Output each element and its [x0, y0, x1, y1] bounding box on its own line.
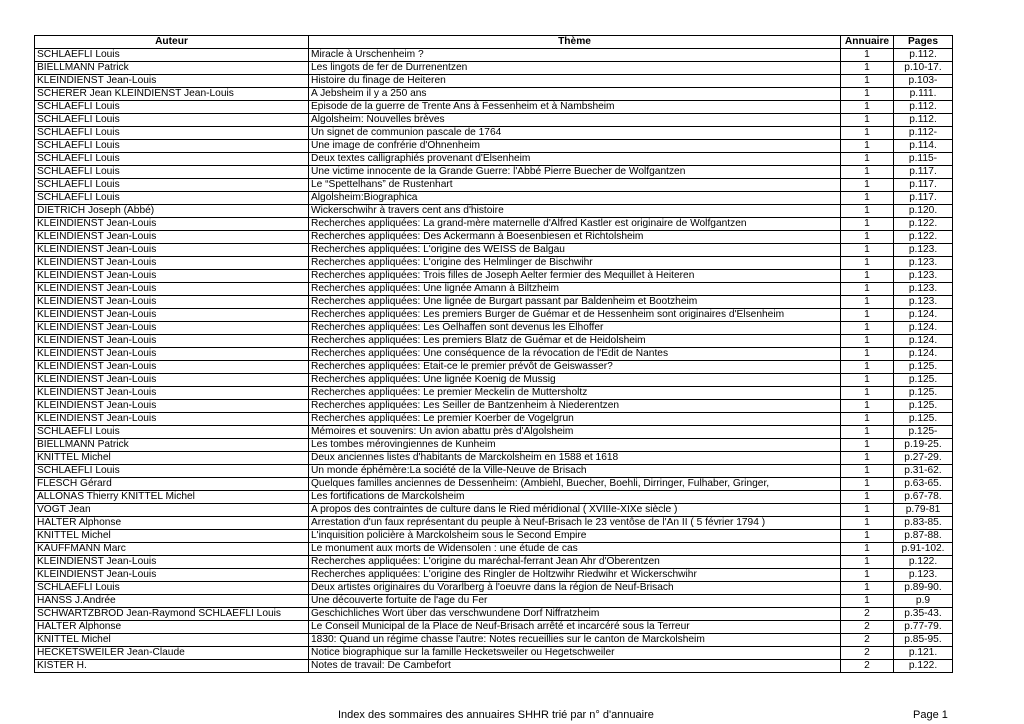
cell-auteur: VOGT Jean: [35, 504, 309, 517]
cell-pages: p.124.: [894, 309, 953, 322]
cell-auteur: BIELLMANN Patrick: [35, 62, 309, 75]
table-row: [35, 153, 953, 166]
cell-annuaire: 1: [841, 361, 894, 374]
cell-annuaire: 1: [841, 283, 894, 296]
cell-theme: Algolsheim:Biographica: [309, 192, 841, 205]
cell-pages: p.125.: [894, 413, 953, 426]
cell-pages: p.35-43.: [894, 608, 953, 621]
cell-auteur: KLEINDIENST Jean-Louis: [35, 283, 309, 296]
table-row: [35, 504, 953, 517]
cell-pages: p.123.: [894, 283, 953, 296]
table-row: [35, 218, 953, 231]
cell-auteur: DIETRICH Joseph (Abbé): [35, 205, 309, 218]
cell-annuaire: 1: [841, 218, 894, 231]
table-row: [35, 582, 953, 595]
cell-theme: Recherches appliquées: Une lignée Amann à Biltzheim: [309, 283, 841, 296]
table-row: [35, 543, 953, 556]
cell-theme: Recherches appliquées: Les premiers Burger de Guémar et de Hessenheim sont originaires d'Elsenheim: [309, 309, 841, 322]
cell-annuaire: 1: [841, 192, 894, 205]
table-row: [35, 140, 953, 153]
cell-theme: Recherches appliquées: L'origine des Ringler de Holtzwihr Riedwihr et Wickerschwihr: [309, 569, 841, 582]
cell-auteur: KLEINDIENST Jean-Louis: [35, 335, 309, 348]
table-row: [35, 348, 953, 361]
table-row: [35, 322, 953, 335]
table-row: [35, 101, 953, 114]
table-row: [35, 166, 953, 179]
cell-auteur: SCHLAEFLI Louis: [35, 166, 309, 179]
cell-pages: p.120.: [894, 205, 953, 218]
table-row: [35, 309, 953, 322]
cell-theme: Les tombes mérovingiennes de Kunheim: [309, 439, 841, 452]
cell-theme: Deux textes calligraphiés provenant d'Elsenheim: [309, 153, 841, 166]
cell-pages: p.87-88.: [894, 530, 953, 543]
table-row: [35, 205, 953, 218]
cell-auteur: SCHLAEFLI Louis: [35, 582, 309, 595]
cell-pages: p.124.: [894, 348, 953, 361]
cell-auteur: KLEINDIENST Jean-Louis: [35, 231, 309, 244]
cell-pages: p.63-65.: [894, 478, 953, 491]
cell-theme: Recherches appliquées: L'origine des WEISS de Balgau: [309, 244, 841, 257]
table-row: [35, 439, 953, 452]
cell-pages: p.91-102.: [894, 543, 953, 556]
index-table: [34, 35, 953, 673]
cell-auteur: KLEINDIENST Jean-Louis: [35, 413, 309, 426]
table-row: [35, 608, 953, 621]
cell-annuaire: 1: [841, 49, 894, 62]
cell-pages: p.89-90.: [894, 582, 953, 595]
cell-pages: p.123.: [894, 270, 953, 283]
cell-theme: Wickerschwihr à travers cent ans d'histoire: [309, 205, 841, 218]
cell-annuaire: 2: [841, 621, 894, 634]
cell-annuaire: 1: [841, 413, 894, 426]
cell-auteur: KLEINDIENST Jean-Louis: [35, 218, 309, 231]
cell-theme: Recherches appliquées: Des Ackermann à Boesenbiesen et Richtolsheim: [309, 231, 841, 244]
cell-auteur: KNITTEL Michel: [35, 634, 309, 647]
cell-annuaire: 2: [841, 634, 894, 647]
cell-auteur: SCHLAEFLI Louis: [35, 153, 309, 166]
cell-auteur: HALTER Alphonse: [35, 621, 309, 634]
table-row: [35, 88, 953, 101]
cell-pages: p.125.: [894, 361, 953, 374]
cell-auteur: KLEINDIENST Jean-Louis: [35, 348, 309, 361]
table-row: [35, 374, 953, 387]
cell-annuaire: 1: [841, 387, 894, 400]
cell-pages: p.67-78.: [894, 491, 953, 504]
cell-auteur: SCHLAEFLI Louis: [35, 179, 309, 192]
cell-pages: p.117.: [894, 192, 953, 205]
cell-theme: Recherches appliquées: L'origine des Helmlinger de Bischwihr: [309, 257, 841, 270]
cell-theme: Recherches appliquées: L'origine du maréchal-ferrant Jean Ahr d'Oberentzen: [309, 556, 841, 569]
cell-pages: p.79-81: [894, 504, 953, 517]
cell-auteur: KLEINDIENST Jean-Louis: [35, 270, 309, 283]
cell-pages: p.112-: [894, 127, 953, 140]
cell-pages: p.124.: [894, 335, 953, 348]
cell-annuaire: 1: [841, 348, 894, 361]
cell-auteur: KLEINDIENST Jean-Louis: [35, 309, 309, 322]
cell-auteur: SCHLAEFLI Louis: [35, 127, 309, 140]
cell-annuaire: 1: [841, 465, 894, 478]
cell-pages: p.114.: [894, 140, 953, 153]
cell-annuaire: 1: [841, 478, 894, 491]
cell-theme: Notes de travail: De Cambefort: [309, 660, 841, 673]
cell-pages: p.31-62.: [894, 465, 953, 478]
table-row: [35, 491, 953, 504]
cell-annuaire: 1: [841, 101, 894, 114]
cell-theme: Recherches appliquées: Une conséquence de la révocation de l'Edit de Nantes: [309, 348, 841, 361]
cell-pages: p.125-: [894, 426, 953, 439]
cell-pages: p.19-25.: [894, 439, 953, 452]
cell-auteur: KLEINDIENST Jean-Louis: [35, 400, 309, 413]
table-row: [35, 452, 953, 465]
footer-page-number: Page 1: [913, 709, 948, 721]
cell-pages: p.10-17.: [894, 62, 953, 75]
cell-pages: p.27-29.: [894, 452, 953, 465]
cell-pages: p.117.: [894, 179, 953, 192]
cell-annuaire: 1: [841, 374, 894, 387]
table-row: [35, 478, 953, 491]
cell-theme: Recherches appliquées: Le premier Koerber de Vogelgrun: [309, 413, 841, 426]
cell-annuaire: 1: [841, 335, 894, 348]
cell-pages: p.122.: [894, 660, 953, 673]
cell-theme: Recherches appliquées: Trois filles de Joseph Aelter fermier des Mequillet à Heiteren: [309, 270, 841, 283]
cell-theme: Episode de la guerre de Trente Ans à Fessenheim et à Nambsheim: [309, 101, 841, 114]
table-row: [35, 62, 953, 75]
cell-auteur: SCHLAEFLI Louis: [35, 101, 309, 114]
cell-annuaire: 1: [841, 504, 894, 517]
cell-theme: Recherches appliquées: Le premier Meckelin de Muttersholtz: [309, 387, 841, 400]
cell-theme: Quelques familles anciennes de Dessenheim: (Ambiehl, Buecher, Boehli, Dirringer, Fulhaber, Gringer,: [309, 478, 841, 491]
cell-pages: p.111.: [894, 88, 953, 101]
cell-annuaire: 2: [841, 608, 894, 621]
cell-theme: Un signet de communion pascale de 1764: [309, 127, 841, 140]
cell-auteur: HECKETSWEILER Jean-Claude: [35, 647, 309, 660]
cell-pages: p.122.: [894, 231, 953, 244]
cell-annuaire: 1: [841, 257, 894, 270]
table-row: [35, 361, 953, 374]
cell-theme: Les fortifications de Marckolsheim: [309, 491, 841, 504]
cell-annuaire: 1: [841, 426, 894, 439]
cell-auteur: SCHLAEFLI Louis: [35, 140, 309, 153]
cell-theme: Le Conseil Municipal de la Place de Neuf-Brisach arrêté et incarcéré sous la Terreur: [309, 621, 841, 634]
footer-title: Index des sommaires des annuaires SHHR trié par n° d'annuaire: [338, 709, 654, 721]
cell-theme: 1830: Quand un régime chasse l'autre: Notes recueillies sur le canton de Marckolsheim: [309, 634, 841, 647]
table-row: [35, 621, 953, 634]
cell-auteur: KNITTEL Michel: [35, 452, 309, 465]
table-row: [35, 647, 953, 660]
cell-pages: p.122.: [894, 218, 953, 231]
cell-auteur: KLEINDIENST Jean-Louis: [35, 257, 309, 270]
table-row: [35, 75, 953, 88]
cell-theme: Arrestation d'un faux représentant du peuple à Neuf-Brisach le 23 ventôse de l'An II ( 5 février 1794 ): [309, 517, 841, 530]
cell-annuaire: 1: [841, 452, 894, 465]
cell-auteur: KLEINDIENST Jean-Louis: [35, 244, 309, 257]
cell-pages: p.112.: [894, 114, 953, 127]
cell-auteur: KLEINDIENST Jean-Louis: [35, 556, 309, 569]
table-row: [35, 569, 953, 582]
cell-annuaire: 1: [841, 595, 894, 608]
cell-pages: p.123.: [894, 569, 953, 582]
table-row: [35, 296, 953, 309]
cell-pages: p.125.: [894, 387, 953, 400]
cell-auteur: ALLONAS Thierry KNITTEL Michel: [35, 491, 309, 504]
table-body: [35, 49, 953, 673]
table-row: [35, 49, 953, 62]
table-row: [35, 114, 953, 127]
cell-annuaire: 1: [841, 582, 894, 595]
cell-theme: Recherches appliquées: Etait-ce le premier prévôt de Geiswasser?: [309, 361, 841, 374]
cell-auteur: KLEINDIENST Jean-Louis: [35, 361, 309, 374]
cell-auteur: KISTER H.: [35, 660, 309, 673]
table-row: [35, 634, 953, 647]
cell-annuaire: 2: [841, 660, 894, 673]
cell-theme: Le “Spettelhans” de Rustenhart: [309, 179, 841, 192]
table-row: [35, 387, 953, 400]
column-header-pages: Pages: [894, 36, 953, 49]
cell-pages: p.125.: [894, 374, 953, 387]
cell-pages: p.122.: [894, 556, 953, 569]
cell-annuaire: 1: [841, 400, 894, 413]
cell-auteur: SCHLAEFLI Louis: [35, 49, 309, 62]
table-row: [35, 283, 953, 296]
cell-auteur: HANSS J.Andrée: [35, 595, 309, 608]
column-header-auteur: Auteur: [35, 36, 309, 49]
cell-theme: Une découverte fortuite de l'age du Fer: [309, 595, 841, 608]
cell-annuaire: 1: [841, 517, 894, 530]
cell-annuaire: 1: [841, 543, 894, 556]
cell-theme: Deux anciennes listes d'habitants de Marckolsheim en 1588 et 1618: [309, 452, 841, 465]
cell-annuaire: 1: [841, 270, 894, 283]
cell-pages: p.123.: [894, 257, 953, 270]
cell-annuaire: 1: [841, 179, 894, 192]
cell-theme: Mémoires et souvenirs: Un avion abattu près d'Algolsheim: [309, 426, 841, 439]
cell-annuaire: 1: [841, 88, 894, 101]
cell-pages: p.103-: [894, 75, 953, 88]
cell-theme: Le monument aux morts de Widensolen : une étude de cas: [309, 543, 841, 556]
cell-theme: Geschichliches Wort über das verschwundene Dorf Niffratzheim: [309, 608, 841, 621]
cell-theme: A propos des contraintes de culture dans le Ried méridional ( XVIIIe-XIXe siècle ): [309, 504, 841, 517]
cell-auteur: KLEINDIENST Jean-Louis: [35, 75, 309, 88]
table-row: [35, 179, 953, 192]
cell-annuaire: 1: [841, 75, 894, 88]
table-row: [35, 127, 953, 140]
cell-pages: p.125.: [894, 400, 953, 413]
table-row: [35, 231, 953, 244]
cell-pages: p.117.: [894, 166, 953, 179]
cell-auteur: BIELLMANN Patrick: [35, 439, 309, 452]
cell-annuaire: 1: [841, 530, 894, 543]
cell-auteur: SCHLAEFLI Louis: [35, 465, 309, 478]
cell-theme: L'inquisition policière à Marckolsheim sous le Second Empire: [309, 530, 841, 543]
cell-annuaire: 1: [841, 296, 894, 309]
table-row: [35, 465, 953, 478]
table-row: [35, 413, 953, 426]
cell-pages: p.124.: [894, 322, 953, 335]
cell-pages: p.112.: [894, 101, 953, 114]
cell-pages: p.77-79.: [894, 621, 953, 634]
table-row: [35, 595, 953, 608]
cell-auteur: KLEINDIENST Jean-Louis: [35, 322, 309, 335]
cell-auteur: HALTER Alphonse: [35, 517, 309, 530]
cell-theme: Histoire du finage de Heiteren: [309, 75, 841, 88]
cell-theme: Recherches appliquées: Une lignée Koenig de Mussig: [309, 374, 841, 387]
cell-annuaire: 1: [841, 556, 894, 569]
cell-theme: Une image de confrérie d'Ohnenheim: [309, 140, 841, 153]
table-row: [35, 530, 953, 543]
cell-auteur: KNITTEL Michel: [35, 530, 309, 543]
cell-theme: Deux artistes originaires du Vorarlberg à l'oeuvre dans la région de Neuf-Brisach: [309, 582, 841, 595]
cell-annuaire: 1: [841, 140, 894, 153]
cell-annuaire: 1: [841, 205, 894, 218]
cell-auteur: KLEINDIENST Jean-Louis: [35, 296, 309, 309]
cell-annuaire: 1: [841, 127, 894, 140]
cell-annuaire: 1: [841, 244, 894, 257]
cell-theme: Recherches appliquées: Les Oelhaffen sont devenus les Elhoffer: [309, 322, 841, 335]
cell-annuaire: 1: [841, 309, 894, 322]
cell-pages: p.115-: [894, 153, 953, 166]
table-row: [35, 517, 953, 530]
cell-annuaire: 1: [841, 62, 894, 75]
cell-auteur: KLEINDIENST Jean-Louis: [35, 387, 309, 400]
cell-annuaire: 1: [841, 569, 894, 582]
cell-auteur: SCHLAEFLI Louis: [35, 426, 309, 439]
cell-theme: A Jebsheim il y a 250 ans: [309, 88, 841, 101]
table-row: [35, 270, 953, 283]
cell-annuaire: 1: [841, 153, 894, 166]
cell-annuaire: 2: [841, 647, 894, 660]
cell-auteur: SCHLAEFLI Louis: [35, 192, 309, 205]
cell-pages: p.121.: [894, 647, 953, 660]
cell-theme: Recherches appliquées: La grand-mère maternelle d'Alfred Kastler est originaire de Wolfgantzen: [309, 218, 841, 231]
table-row: [35, 192, 953, 205]
cell-auteur: FLESCH Gérard: [35, 478, 309, 491]
cell-auteur: KLEINDIENST Jean-Louis: [35, 569, 309, 582]
table-row: [35, 426, 953, 439]
cell-theme: Un monde éphémère:La société de la Ville-Neuve de Brisach: [309, 465, 841, 478]
cell-annuaire: 1: [841, 439, 894, 452]
table-row: [35, 660, 953, 673]
cell-auteur: SCHWARTZBROD Jean-Raymond SCHLAEFLI Louis: [35, 608, 309, 621]
table-row: [35, 400, 953, 413]
cell-auteur: SCHERER Jean KLEINDIENST Jean-Louis: [35, 88, 309, 101]
cell-theme: Notice biographique sur la famille Hecketsweiler ou Hegetschweiler: [309, 647, 841, 660]
cell-annuaire: 1: [841, 114, 894, 127]
table-row: [35, 257, 953, 270]
cell-annuaire: 1: [841, 166, 894, 179]
cell-theme: Recherches appliquées: Les Seiller de Bantzenheim à Niederentzen: [309, 400, 841, 413]
cell-theme: Algolsheim: Nouvelles brèves: [309, 114, 841, 127]
cell-annuaire: 1: [841, 231, 894, 244]
cell-auteur: SCHLAEFLI Louis: [35, 114, 309, 127]
cell-theme: Recherches appliquées: Les premiers Blatz de Guémar et de Heidolsheim: [309, 335, 841, 348]
cell-auteur: KAUFFMANN Marc: [35, 543, 309, 556]
cell-pages: p.123.: [894, 296, 953, 309]
cell-pages: p.9: [894, 595, 953, 608]
cell-theme: Les lingots de fer de Durrenentzen: [309, 62, 841, 75]
cell-auteur: KLEINDIENST Jean-Louis: [35, 374, 309, 387]
column-header-theme: Thème: [309, 36, 841, 49]
cell-annuaire: 1: [841, 322, 894, 335]
cell-pages: p.83-85.: [894, 517, 953, 530]
cell-theme: Une victime innocente de la Grande Guerre: l'Abbé Pierre Buecher de Wolfgantzen: [309, 166, 841, 179]
cell-pages: p.85-95.: [894, 634, 953, 647]
cell-theme: Recherches appliquées: Une lignée de Burgart passant par Baldenheim et Bootzheim: [309, 296, 841, 309]
cell-pages: p.112.: [894, 49, 953, 62]
header-row: [35, 36, 953, 49]
table-row: [35, 244, 953, 257]
table-row: [35, 556, 953, 569]
cell-theme: Miracle à Urschenheim ?: [309, 49, 841, 62]
table-row: [35, 335, 953, 348]
cell-pages: p.123.: [894, 244, 953, 257]
cell-annuaire: 1: [841, 491, 894, 504]
column-header-annuaire: Annuaire: [841, 36, 894, 49]
